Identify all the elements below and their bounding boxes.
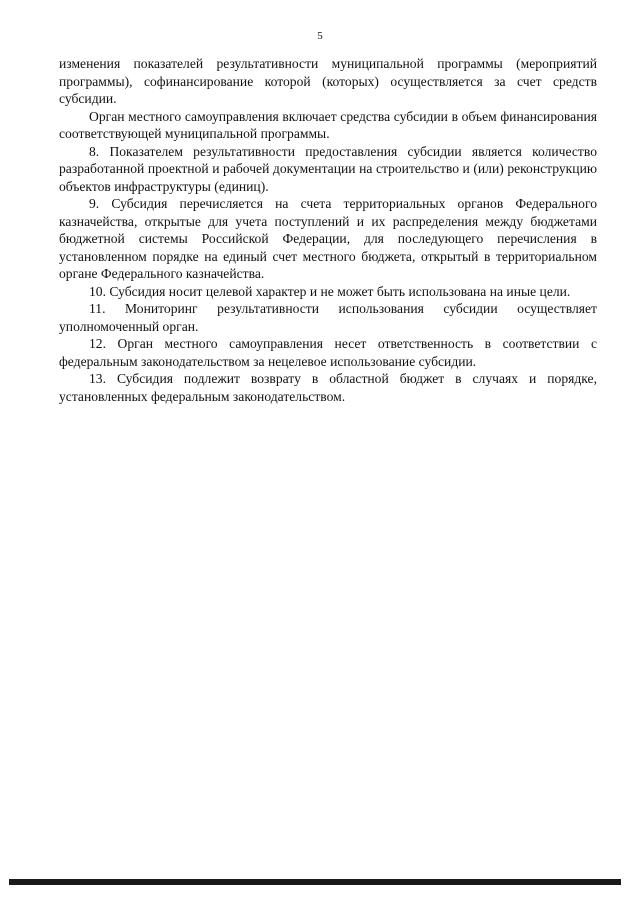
paragraph-continuation: изменения показателей результативности муниципальной программы (мероприятий программы), софинансирование которой (которых) осуществляется за счет средств субсидии. — [59, 56, 597, 106]
paragraph-8: 8. Показателем результативности предоставления субсидии является количество разработанной проектной и рабочей документации на строительство и (или) реконструкцию объектов инфраструктуры (единиц). — [59, 143, 597, 194]
paragraph-9: 9. Субсидия перечисляется на счета территориальных органов Федерального казначейства, открытые для учета поступлений и их распределения между бюджетами бюджетной системы Российской Федерации, для последующего перечисления в установленном порядке на единый счет местного бюджета, открытый в территориальном органе Федерального казначейства. — [59, 196, 597, 281]
paragraph-10: 10. Субсидия носит целевой характер и не может быть использована на иные цели. — [89, 283, 571, 299]
paragraph-12: 12. Орган местного самоуправления несет ответственность в соответствии с федеральным законодательством за нецелевое использование субсидии. — [59, 336, 597, 369]
paragraph-13: 13. Субсидия подлежит возврату в областной бюджет в случаях и порядке, установленных федеральным законодательством. — [59, 371, 597, 404]
paragraph-budget-inclusion: Орган местного самоуправления включает средства субсидии в объем финансирования соответствующей муниципальной программы. — [59, 108, 597, 141]
document-body — [59, 55, 597, 405]
page-number: 5 — [317, 30, 323, 42]
scan-edge-bar — [9, 879, 621, 885]
paragraph-11: 11. Мониторинг результативности использования субсидии осуществляет уполномоченный орган. — [59, 301, 597, 334]
